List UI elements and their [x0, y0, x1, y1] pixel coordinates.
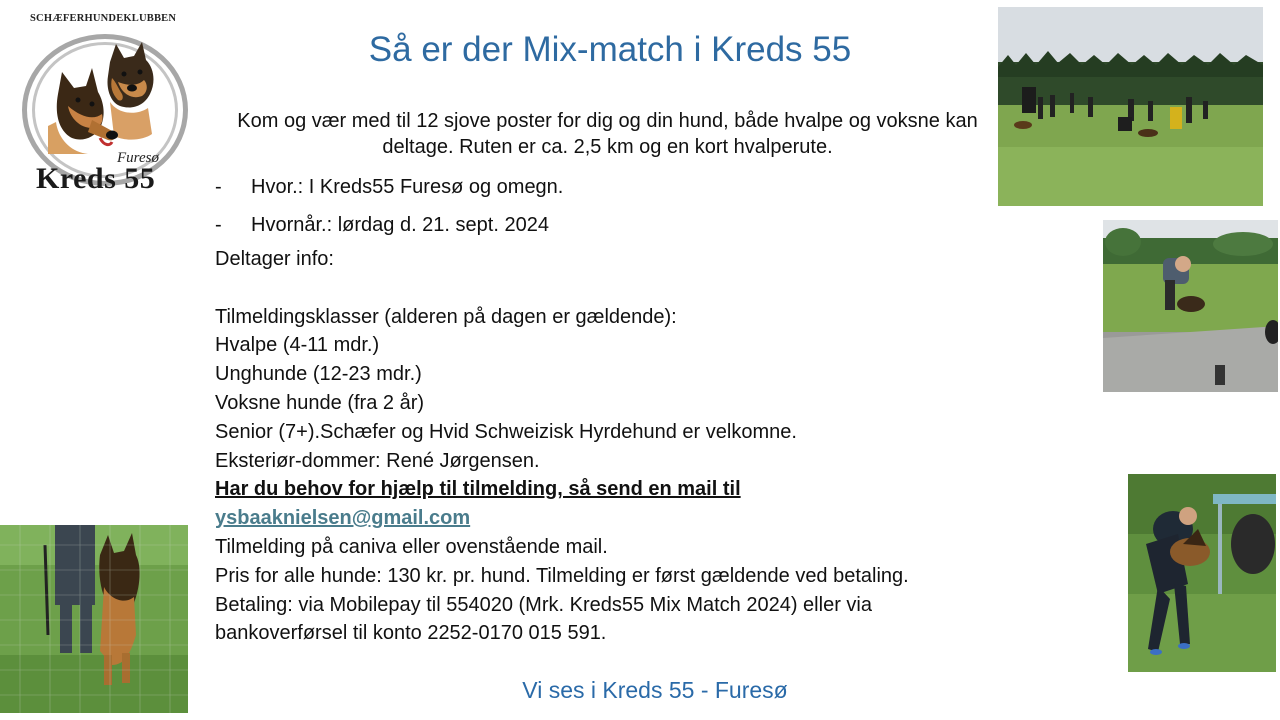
photo-man-hugging-dog — [1128, 474, 1276, 672]
photo-dog-at-fence — [0, 525, 188, 713]
photo-group-training — [998, 7, 1263, 206]
footer-text: Vi ses i Kreds 55 - Furesø — [522, 677, 788, 703]
judge-line: Eksteriør-dommer: René Jørgensen. — [215, 449, 540, 472]
help-text: Har du behov for hjælp til tilmelding, så send en mail til — [215, 478, 741, 501]
page-title: Så er der Mix-match i Kreds 55 — [368, 30, 852, 69]
registration-line: Tilmelding på caniva eller ovenstående mail. — [215, 535, 608, 558]
logo-club-name: SCHÆFERHUNDEKLUBBEN — [30, 13, 177, 24]
bullet-dash: - — [215, 176, 222, 198]
bullet-when-text: Hvornår.: lørdag d. 21. sept. 2024 — [251, 214, 549, 236]
class-senior: Senior (7+).Schæfer og Hvid Schweizisk Hyrdehund er velkomne. — [215, 420, 797, 443]
photo-man-with-dog — [1103, 220, 1278, 392]
class-puppies: Hvalpe (4-11 mdr.) — [215, 334, 380, 357]
logo-kreds-text: Kreds 55 — [36, 162, 156, 195]
logo-script-text: Furesø — [117, 150, 159, 166]
class-adult: Voksne hunde (fra 2 år) — [215, 391, 425, 414]
participant-info-label: Deltager info: — [215, 248, 334, 270]
bullet-dash: - — [215, 214, 222, 236]
class-young: Unghunde (12-23 mdr.) — [215, 363, 422, 386]
club-logo — [18, 10, 203, 200]
details-block — [215, 245, 1085, 648]
payment-line-2: bankoverførsel til konto 2252-0170 015 591. — [215, 622, 607, 645]
payment-line-1: Betaling: via Mobilepay til 554020 (Mrk. Kreds55 Mix Match 2024) eller via — [215, 593, 872, 616]
intro-paragraph: Kom og vær med til 12 sjove poster for dig og din hund, både hvalpe og voksne kan deltage. Ruten er ca. 2,5 km og en kort hvalperute. — [237, 110, 978, 158]
bullet-when — [215, 212, 549, 238]
bullet-where-text: Hvor.: I Kreds55 Furesø og omegn. — [251, 176, 564, 198]
email-link[interactable]: ysbaaknielsen@gmail.com — [215, 507, 471, 530]
classes-heading: Tilmeldingsklasser (alderen på dagen er gældende): — [215, 305, 677, 328]
logo-dogs-illustration — [48, 42, 168, 154]
price-line: Pris for alle hunde: 130 kr. pr. hund. Tilmelding er først gældende ved betaling. — [215, 564, 909, 587]
bullet-where — [215, 174, 563, 200]
blank-line — [215, 274, 1085, 303]
